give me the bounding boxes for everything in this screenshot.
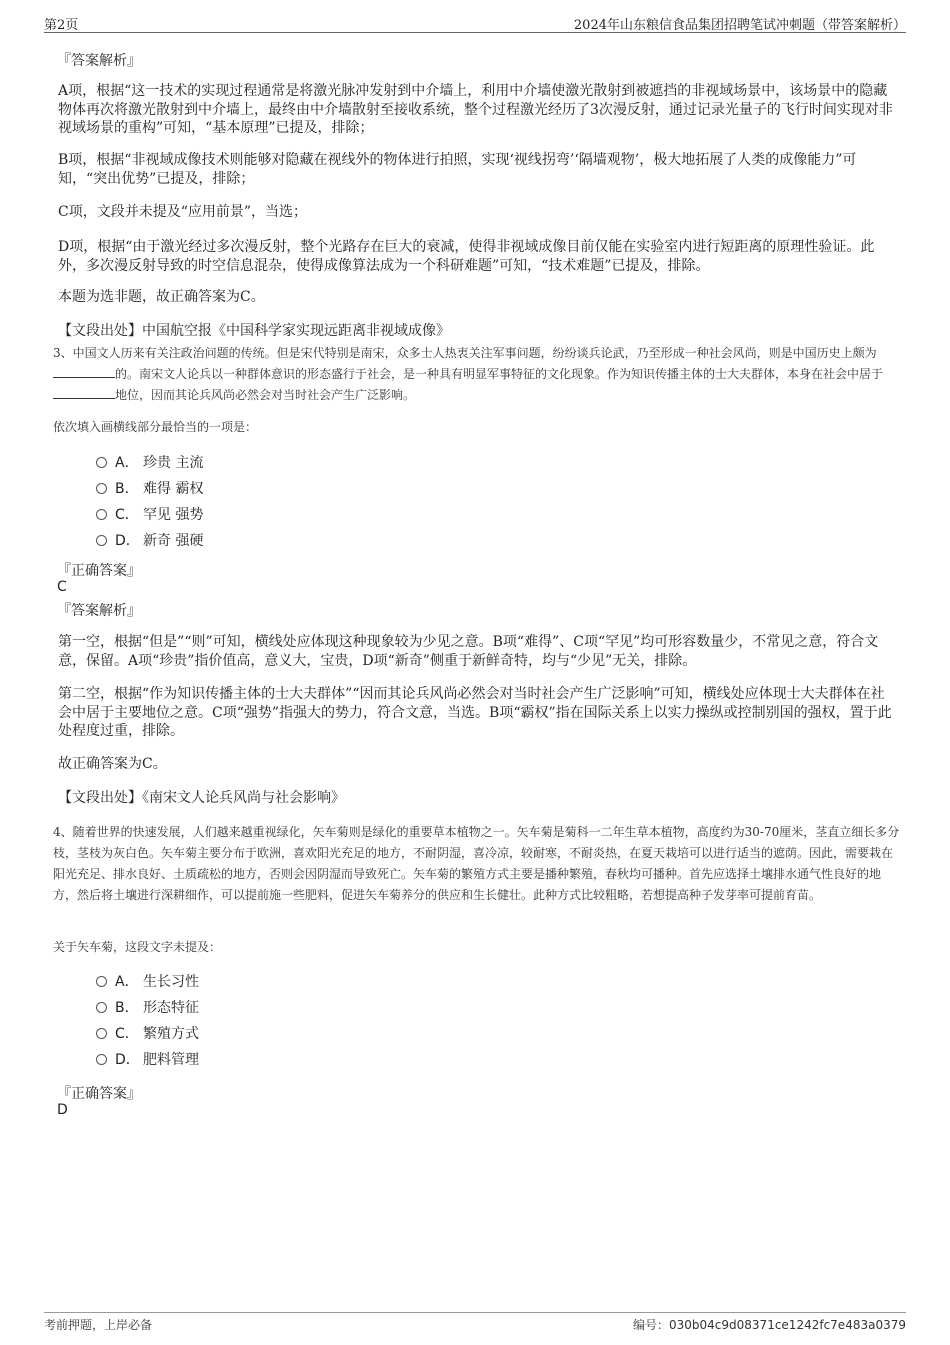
analysis-heading: 『答案解析』: [57, 53, 141, 69]
blank-1: [53, 365, 115, 378]
correct-answer-heading: 『正确答案』: [57, 1086, 141, 1102]
analysis-conclusion: 本题为选非题，故正确答案为C。: [58, 289, 265, 305]
analysis-paragraph-c: C项，文段并未提及“应用前景”，当选；: [58, 204, 308, 220]
radio-icon[interactable]: [96, 976, 107, 987]
analysis-paragraph-a: A项，根据“这一技术的实现过程通常是将激光脉冲发射到中介墙上，利用中介墙使激光散射到被遮挡的非视域场景中，该场景中的隐藏物体再次将激光散射到中介墙上，最终由中介墙散射至接收系统，整个过程激光经历了3次漫反射，通过记录光量子的飞行时间实现对非视域场景的重构”可知，“基本原理”已提及，排除；: [58, 83, 893, 136]
page-number: 第2页: [44, 18, 79, 33]
q4-option-a[interactable]: A． 生长习性: [96, 972, 199, 992]
page-footer: [44, 1312, 906, 1333]
correct-answer-heading: 『正确答案』: [57, 563, 141, 579]
q4-option-c[interactable]: C． 繁殖方式: [96, 1024, 199, 1044]
q3-option-b[interactable]: B． 难得 霸权: [96, 479, 203, 499]
radio-icon[interactable]: [96, 1002, 107, 1013]
q4-option-b[interactable]: B． 形态特征: [96, 998, 199, 1018]
q3-option-a[interactable]: A． 珍贵 主流: [96, 453, 203, 473]
analysis-paragraph-b: B项，根据“非视域成像技术则能够对隐藏在视线外的物体进行拍照，实现‘视线拐弯’‘隔墙观物’，极大地拓展了人类的成像能力”可知，“突出优势”已提及，排除；: [58, 152, 857, 187]
q4-option-d[interactable]: D． 肥料管理: [96, 1050, 199, 1070]
question-4-prompt: 关于矢车菊，这段文字未提及：: [53, 940, 222, 954]
analysis-conclusion: 故正确答案为C。: [58, 756, 167, 772]
question-3-text: 3、中国文人历来有关注政治问题的传统。但是宋代特别是南宋，众多士人热衷关注军事问题，纷纷谈兵论武，乃至形成一种社会风尚，则是中国历史上颇为的。南宋文人论兵以一种群体意识的形态盛行于社会，是一种具有明显军事特征的文化现象。作为知识传播主体的士大夫群体，本身在社会中居于地位，因而其论兵风尚必然会对当时社会产生广泛影响。: [53, 346, 884, 402]
footer-slogan: 考前押题，上岸必备: [44, 1318, 153, 1332]
analysis-heading: 『答案解析』: [57, 603, 141, 619]
q3-option-c[interactable]: C． 罕见 强势: [96, 505, 203, 525]
source-citation: 【文段出处】中国航空报《中国科学家实现远距离非视域成像》: [58, 323, 450, 339]
radio-icon[interactable]: [96, 1054, 107, 1065]
correct-answer: C: [57, 579, 67, 595]
radio-icon[interactable]: [96, 1028, 107, 1039]
q3-option-d[interactable]: D． 新奇 强硬: [96, 531, 203, 551]
question-4-text: 4、随着世界的快速发展，人们越来越重视绿化，矢车菊则是绿化的重要草本植物之一。矢车菊是菊科一二年生草本植物，高度约为30-70厘米，茎直立细长多分枝，茎枝为灰白色。矢车菊主要分布于欧洲，喜欢阳光充足的地方，不耐阴湿，喜冷凉，较耐寒，不耐炎热，在夏天栽培可以进行适当的遮荫。因此，需要栽在阳光充足、排水良好、土质疏松的地方，否则会因阴湿而导致死亡。矢车菊的繁殖方式主要是播种繁殖，春秋均可播种。首先应选择土壤排水通气性良好的地方，然后将土壤进行深耕细作，可以提前施一些肥料，促进矢车菊养分的供应和生长健壮。此种方式比较粗略，若想提高种子发芽率可提前育苗。: [53, 825, 900, 902]
analysis-paragraph-2: 第二空，根据“作为知识传播主体的士大夫群体”“因而其论兵风尚必然会对当时社会产生广泛影响”可知，横线处应体现士大夫群体在社会中居于主要地位之意。C项“强势”指强大的势力，符合文意，当选。B项“霸权”指在国际关系上以实力操纵或控制别国的强权，置于此处程度过重，排除。: [58, 686, 892, 739]
radio-icon[interactable]: [96, 457, 107, 468]
analysis-paragraph-1: 第一空，根据“但是”“则”可知，横线处应体现这种现象较为少见之意。B项“难得”、C项“罕见”均可形容数量少，不常见之意，符合文意，保留。A项“珍贵”指价值高，意义大，宝贵，D项“新奇”侧重于新鲜奇特，均与“少见”无关，排除。: [58, 634, 879, 669]
radio-icon[interactable]: [96, 509, 107, 520]
blank-2: [53, 386, 115, 399]
correct-answer: D: [57, 1102, 68, 1118]
radio-icon[interactable]: [96, 483, 107, 494]
document-id: 编号：030b04c9d08371ce1242fc7e483a0379: [633, 1318, 906, 1332]
document-title: 2024年山东粮信食品集团招聘笔试冲刺题（带答案解析）: [573, 18, 906, 33]
page-header: [44, 10, 906, 33]
analysis-paragraph-d: D项，根据“由于激光经过多次漫反射，整个光路存在巨大的衰减，使得非视域成像目前仅能在实验室内进行短距离的原理性验证。此外，多次漫反射导致的时空信息混杂，使得成像算法成为一个科研难题”可知，“技术难题”已提及，排除。: [58, 239, 875, 274]
radio-icon[interactable]: [96, 535, 107, 546]
source-citation: 【文段出处】《南宋文人论兵风尚与社会影响》: [58, 790, 345, 806]
question-3-prompt: 依次填入画横线部分最恰当的一项是：: [53, 420, 258, 434]
